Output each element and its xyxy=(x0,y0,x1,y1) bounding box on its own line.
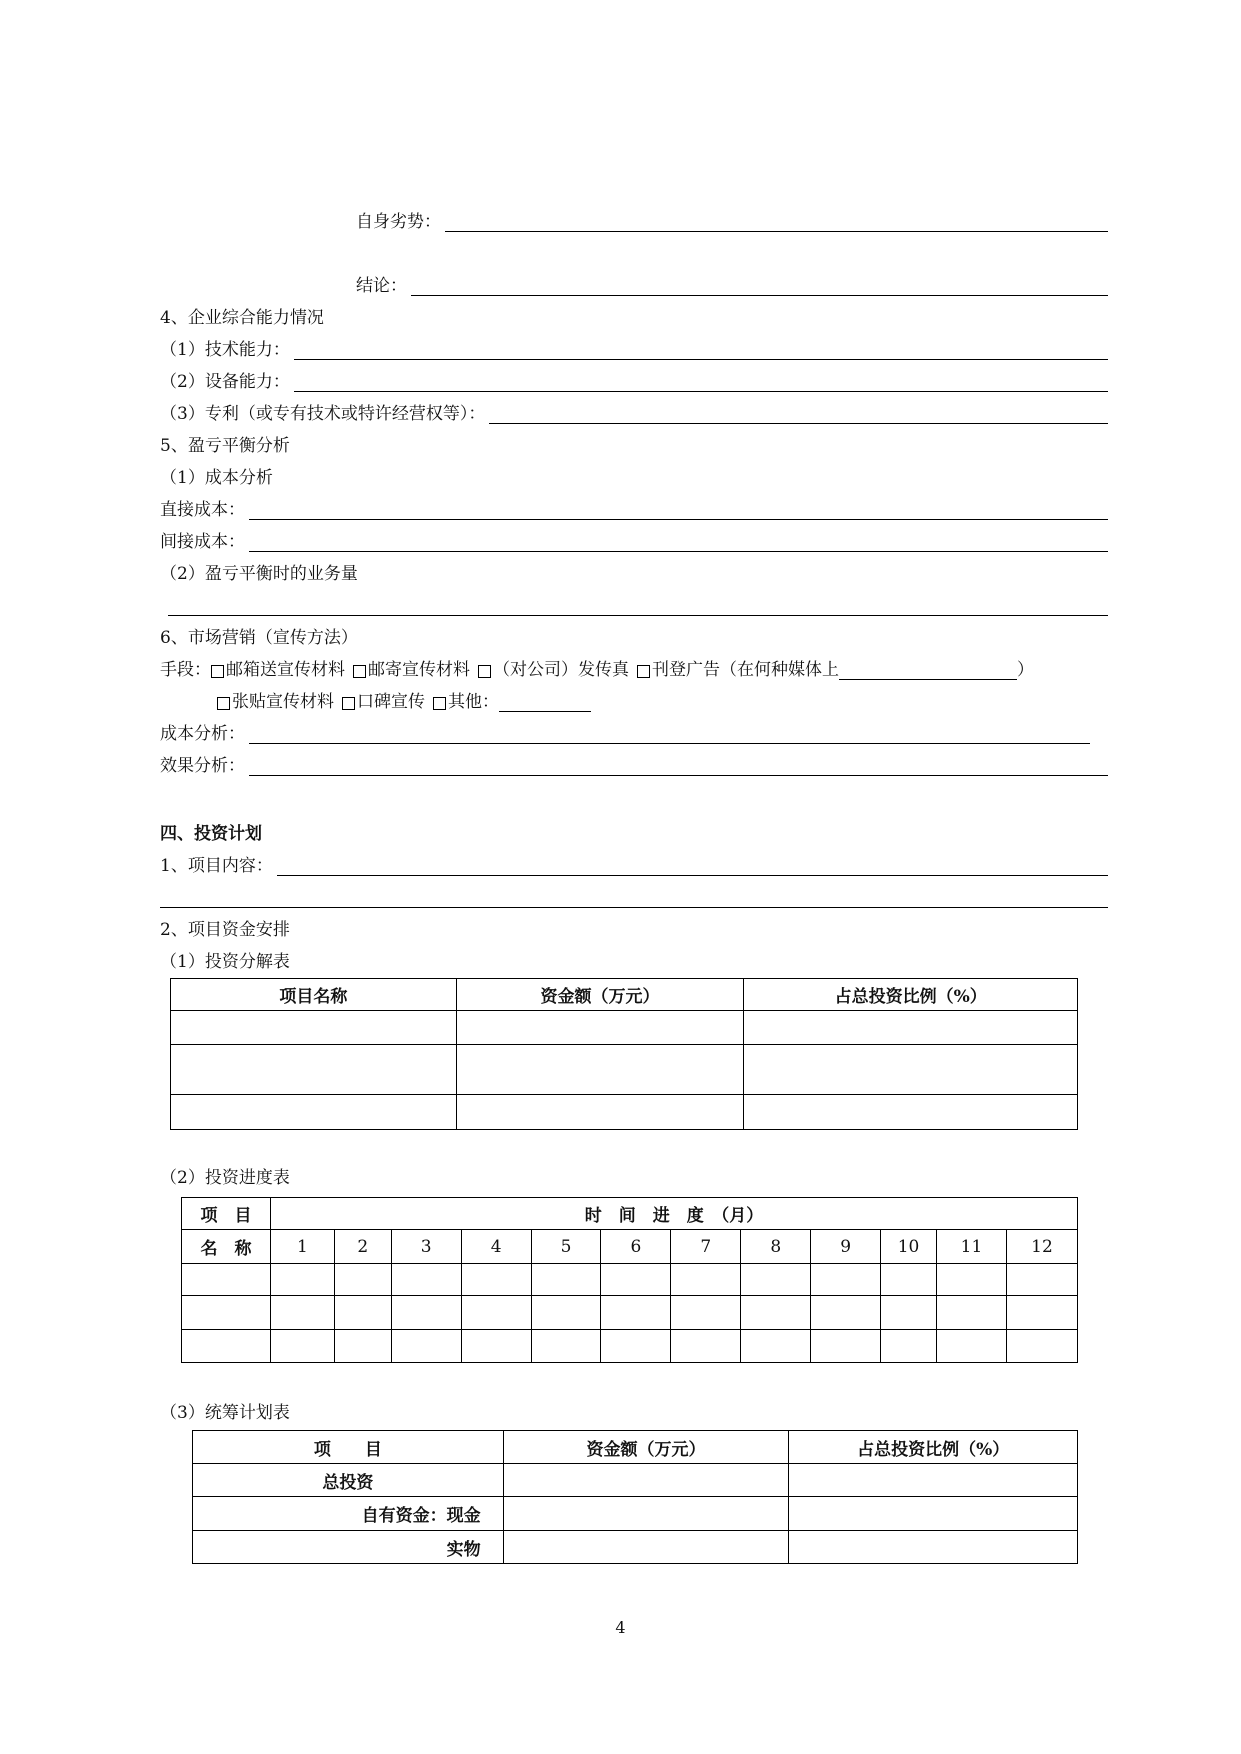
breakdown-header-amount: 资金额（万元） xyxy=(456,979,744,1011)
progress-table xyxy=(181,1197,1078,1363)
table-cell[interactable] xyxy=(270,1330,334,1363)
month-label: 1 xyxy=(270,1230,334,1264)
table-cell[interactable] xyxy=(171,1095,457,1130)
ad-media-input[interactable] xyxy=(839,662,1017,680)
table-cell[interactable] xyxy=(334,1330,391,1363)
month-label: 6 xyxy=(601,1230,671,1264)
table-cell[interactable] xyxy=(503,1464,789,1497)
checkbox-word-of-mouth[interactable] xyxy=(342,697,355,710)
option-other: 其他： xyxy=(448,692,499,712)
direct-cost-input[interactable] xyxy=(249,502,1108,520)
table-cell[interactable] xyxy=(461,1330,531,1363)
table-cell[interactable] xyxy=(503,1531,789,1564)
month-label: 11 xyxy=(937,1230,1007,1264)
checkbox-poster[interactable] xyxy=(217,697,230,710)
table-cell[interactable] xyxy=(171,1011,457,1045)
table-cell[interactable] xyxy=(744,1045,1078,1095)
project-content-label: 1、项目内容： xyxy=(160,856,273,876)
funding-heading: 2、项目资金安排 xyxy=(160,920,290,940)
option-mail: 邮寄宣传材料 xyxy=(368,660,470,680)
table-cell[interactable] xyxy=(171,1045,457,1095)
conclusion-input[interactable] xyxy=(411,278,1108,296)
table-cell[interactable] xyxy=(182,1264,271,1296)
table-cell[interactable] xyxy=(937,1296,1007,1330)
other-input[interactable] xyxy=(499,694,591,712)
plan-header-item: 项 目 xyxy=(193,1431,504,1464)
table-cell[interactable] xyxy=(1006,1330,1077,1363)
weakness-input[interactable] xyxy=(445,214,1108,232)
checkbox-email[interactable] xyxy=(211,665,224,678)
table-cell[interactable] xyxy=(531,1296,601,1330)
table-row xyxy=(182,1296,1078,1330)
direct-cost-label: 直接成本： xyxy=(160,500,245,520)
close-paren: ） xyxy=(1017,660,1034,680)
table-cell[interactable] xyxy=(601,1296,671,1330)
plan-row-physical: 实物 xyxy=(193,1531,504,1564)
table-cell[interactable] xyxy=(811,1264,881,1296)
breakdown-table xyxy=(170,978,1078,1130)
progress-title: （2）投资进度表 xyxy=(160,1168,290,1188)
direct-cost-row xyxy=(160,496,1108,520)
option-word-of-mouth: 口碑宣传 xyxy=(357,692,425,712)
indirect-cost-row xyxy=(160,528,1108,552)
progress-header-time: 时 间 进 度 （月） xyxy=(270,1198,1077,1230)
table-cell[interactable] xyxy=(744,1011,1078,1045)
breakeven-volume-heading: （2）盈亏平衡时的业务量 xyxy=(160,564,358,584)
table-row xyxy=(193,1464,1078,1497)
checkbox-mail[interactable] xyxy=(353,665,366,678)
table-cell[interactable] xyxy=(881,1296,937,1330)
breakdown-header-ratio: 占总投资比例（%） xyxy=(744,979,1078,1011)
table-cell[interactable] xyxy=(601,1330,671,1363)
table-cell[interactable] xyxy=(937,1264,1007,1296)
breakdown-title: （1）投资分解表 xyxy=(160,952,290,972)
option-fax: （对公司）发传真 xyxy=(493,660,629,680)
plan-header-ratio: 占总投资比例（%） xyxy=(789,1431,1078,1464)
plan-title: （3）统筹计划表 xyxy=(160,1403,290,1423)
tech-capability-label: （1）技术能力： xyxy=(160,340,290,360)
cost-analysis-heading: （1）成本分析 xyxy=(160,468,273,488)
marketing-means-row xyxy=(160,656,1108,680)
table-cell[interactable] xyxy=(461,1296,531,1330)
table-cell[interactable] xyxy=(937,1330,1007,1363)
plan-header-amount: 资金额（万元） xyxy=(503,1431,789,1464)
plan-row-total: 总投资 xyxy=(193,1464,504,1497)
month-label: 7 xyxy=(671,1230,741,1264)
project-content-row xyxy=(160,852,1108,876)
table-cell[interactable] xyxy=(391,1330,461,1363)
project-content-input[interactable] xyxy=(277,858,1108,876)
table-cell[interactable] xyxy=(881,1330,937,1363)
table-cell[interactable] xyxy=(789,1464,1078,1497)
table-row xyxy=(171,1045,1078,1095)
equipment-capability-row xyxy=(160,368,1108,392)
table-cell[interactable] xyxy=(456,1045,744,1095)
marketing-cost-input[interactable] xyxy=(249,726,1090,744)
table-cell[interactable] xyxy=(270,1264,334,1296)
marketing-effect-label: 效果分析： xyxy=(160,756,245,776)
patent-label: （3）专利（或专有技术或特许经营权等）： xyxy=(160,404,486,424)
progress-header-name-bottom: 名 称 xyxy=(182,1230,271,1264)
table-cell[interactable] xyxy=(182,1296,271,1330)
table-cell[interactable] xyxy=(391,1264,461,1296)
table-cell[interactable] xyxy=(391,1296,461,1330)
table-cell[interactable] xyxy=(811,1296,881,1330)
table-cell[interactable] xyxy=(881,1264,937,1296)
plan-table xyxy=(192,1430,1078,1564)
equipment-capability-input[interactable] xyxy=(294,374,1108,392)
option-ad: 刊登广告（在何种媒体上 xyxy=(652,660,839,680)
table-cell[interactable] xyxy=(503,1497,789,1531)
checkbox-fax[interactable] xyxy=(478,665,491,678)
patent-input[interactable] xyxy=(489,406,1108,424)
conclusion-label: 结论： xyxy=(356,276,407,296)
investment-heading: 四、投资计划 xyxy=(160,824,262,844)
table-cell[interactable] xyxy=(671,1264,741,1296)
table-cell[interactable] xyxy=(671,1330,741,1363)
marketing-effect-input[interactable] xyxy=(249,758,1108,776)
checkbox-other[interactable] xyxy=(433,697,446,710)
table-cell[interactable] xyxy=(270,1296,334,1330)
weakness-row xyxy=(356,208,1108,232)
marketing-heading: 6、市场营销（宣传方法） xyxy=(160,628,358,648)
project-content-input-2[interactable] xyxy=(160,907,1108,908)
breakdown-header-name: 项目名称 xyxy=(171,979,457,1011)
table-row xyxy=(171,1095,1078,1130)
table-cell[interactable] xyxy=(741,1264,811,1296)
marketing-cost-row xyxy=(160,720,1090,744)
plan-row-own-cash: 自有资金：现金 xyxy=(193,1497,504,1531)
checkbox-ad[interactable] xyxy=(637,665,650,678)
month-label: 9 xyxy=(811,1230,881,1264)
marketing-cost-label: 成本分析： xyxy=(160,724,245,744)
conclusion-row xyxy=(356,272,1108,296)
table-row xyxy=(193,1497,1078,1531)
table-cell[interactable] xyxy=(456,1011,744,1045)
indirect-cost-label: 间接成本： xyxy=(160,532,245,552)
capability-heading: 4、企业综合能力情况 xyxy=(160,308,324,328)
table-cell[interactable] xyxy=(671,1296,741,1330)
table-row xyxy=(182,1330,1078,1363)
marketing-effect-row xyxy=(160,752,1108,776)
table-cell[interactable] xyxy=(789,1531,1078,1564)
table-cell[interactable] xyxy=(461,1264,531,1296)
month-label: 4 xyxy=(461,1230,531,1264)
month-label: 3 xyxy=(391,1230,461,1264)
breakeven-volume-input[interactable] xyxy=(168,615,1108,616)
month-label: 10 xyxy=(881,1230,937,1264)
table-cell[interactable] xyxy=(1006,1264,1077,1296)
patent-row xyxy=(160,400,1108,424)
table-cell[interactable] xyxy=(789,1497,1078,1531)
weakness-label: 自身劣势： xyxy=(356,212,441,232)
tech-capability-input[interactable] xyxy=(294,342,1108,360)
table-cell[interactable] xyxy=(811,1330,881,1363)
table-cell[interactable] xyxy=(601,1264,671,1296)
table-cell[interactable] xyxy=(741,1296,811,1330)
table-cell[interactable] xyxy=(1006,1296,1077,1330)
table-row xyxy=(193,1531,1078,1564)
table-cell[interactable] xyxy=(182,1330,271,1363)
month-label: 8 xyxy=(741,1230,811,1264)
breakeven-heading: 5、盈亏平衡分析 xyxy=(160,436,290,456)
indirect-cost-input[interactable] xyxy=(249,534,1108,552)
option-poster: 张贴宣传材料 xyxy=(232,692,334,712)
table-row xyxy=(182,1264,1078,1296)
table-cell[interactable] xyxy=(741,1330,811,1363)
table-cell[interactable] xyxy=(531,1330,601,1363)
table-cell[interactable] xyxy=(334,1296,391,1330)
equipment-capability-label: （2）设备能力： xyxy=(160,372,290,392)
table-row xyxy=(171,1011,1078,1045)
table-cell[interactable] xyxy=(334,1264,391,1296)
tech-capability-row xyxy=(160,336,1108,360)
month-label: 2 xyxy=(334,1230,391,1264)
means-label: 手段： xyxy=(160,660,211,680)
month-label: 5 xyxy=(531,1230,601,1264)
option-email: 邮箱送宣传材料 xyxy=(226,660,345,680)
page-number: 4 xyxy=(615,1618,626,1637)
progress-header-name-top: 项 目 xyxy=(182,1198,271,1230)
marketing-means-row-2 xyxy=(217,688,591,712)
table-cell[interactable] xyxy=(744,1095,1078,1130)
month-label: 12 xyxy=(1006,1230,1077,1264)
table-cell[interactable] xyxy=(531,1264,601,1296)
table-cell[interactable] xyxy=(456,1095,744,1130)
